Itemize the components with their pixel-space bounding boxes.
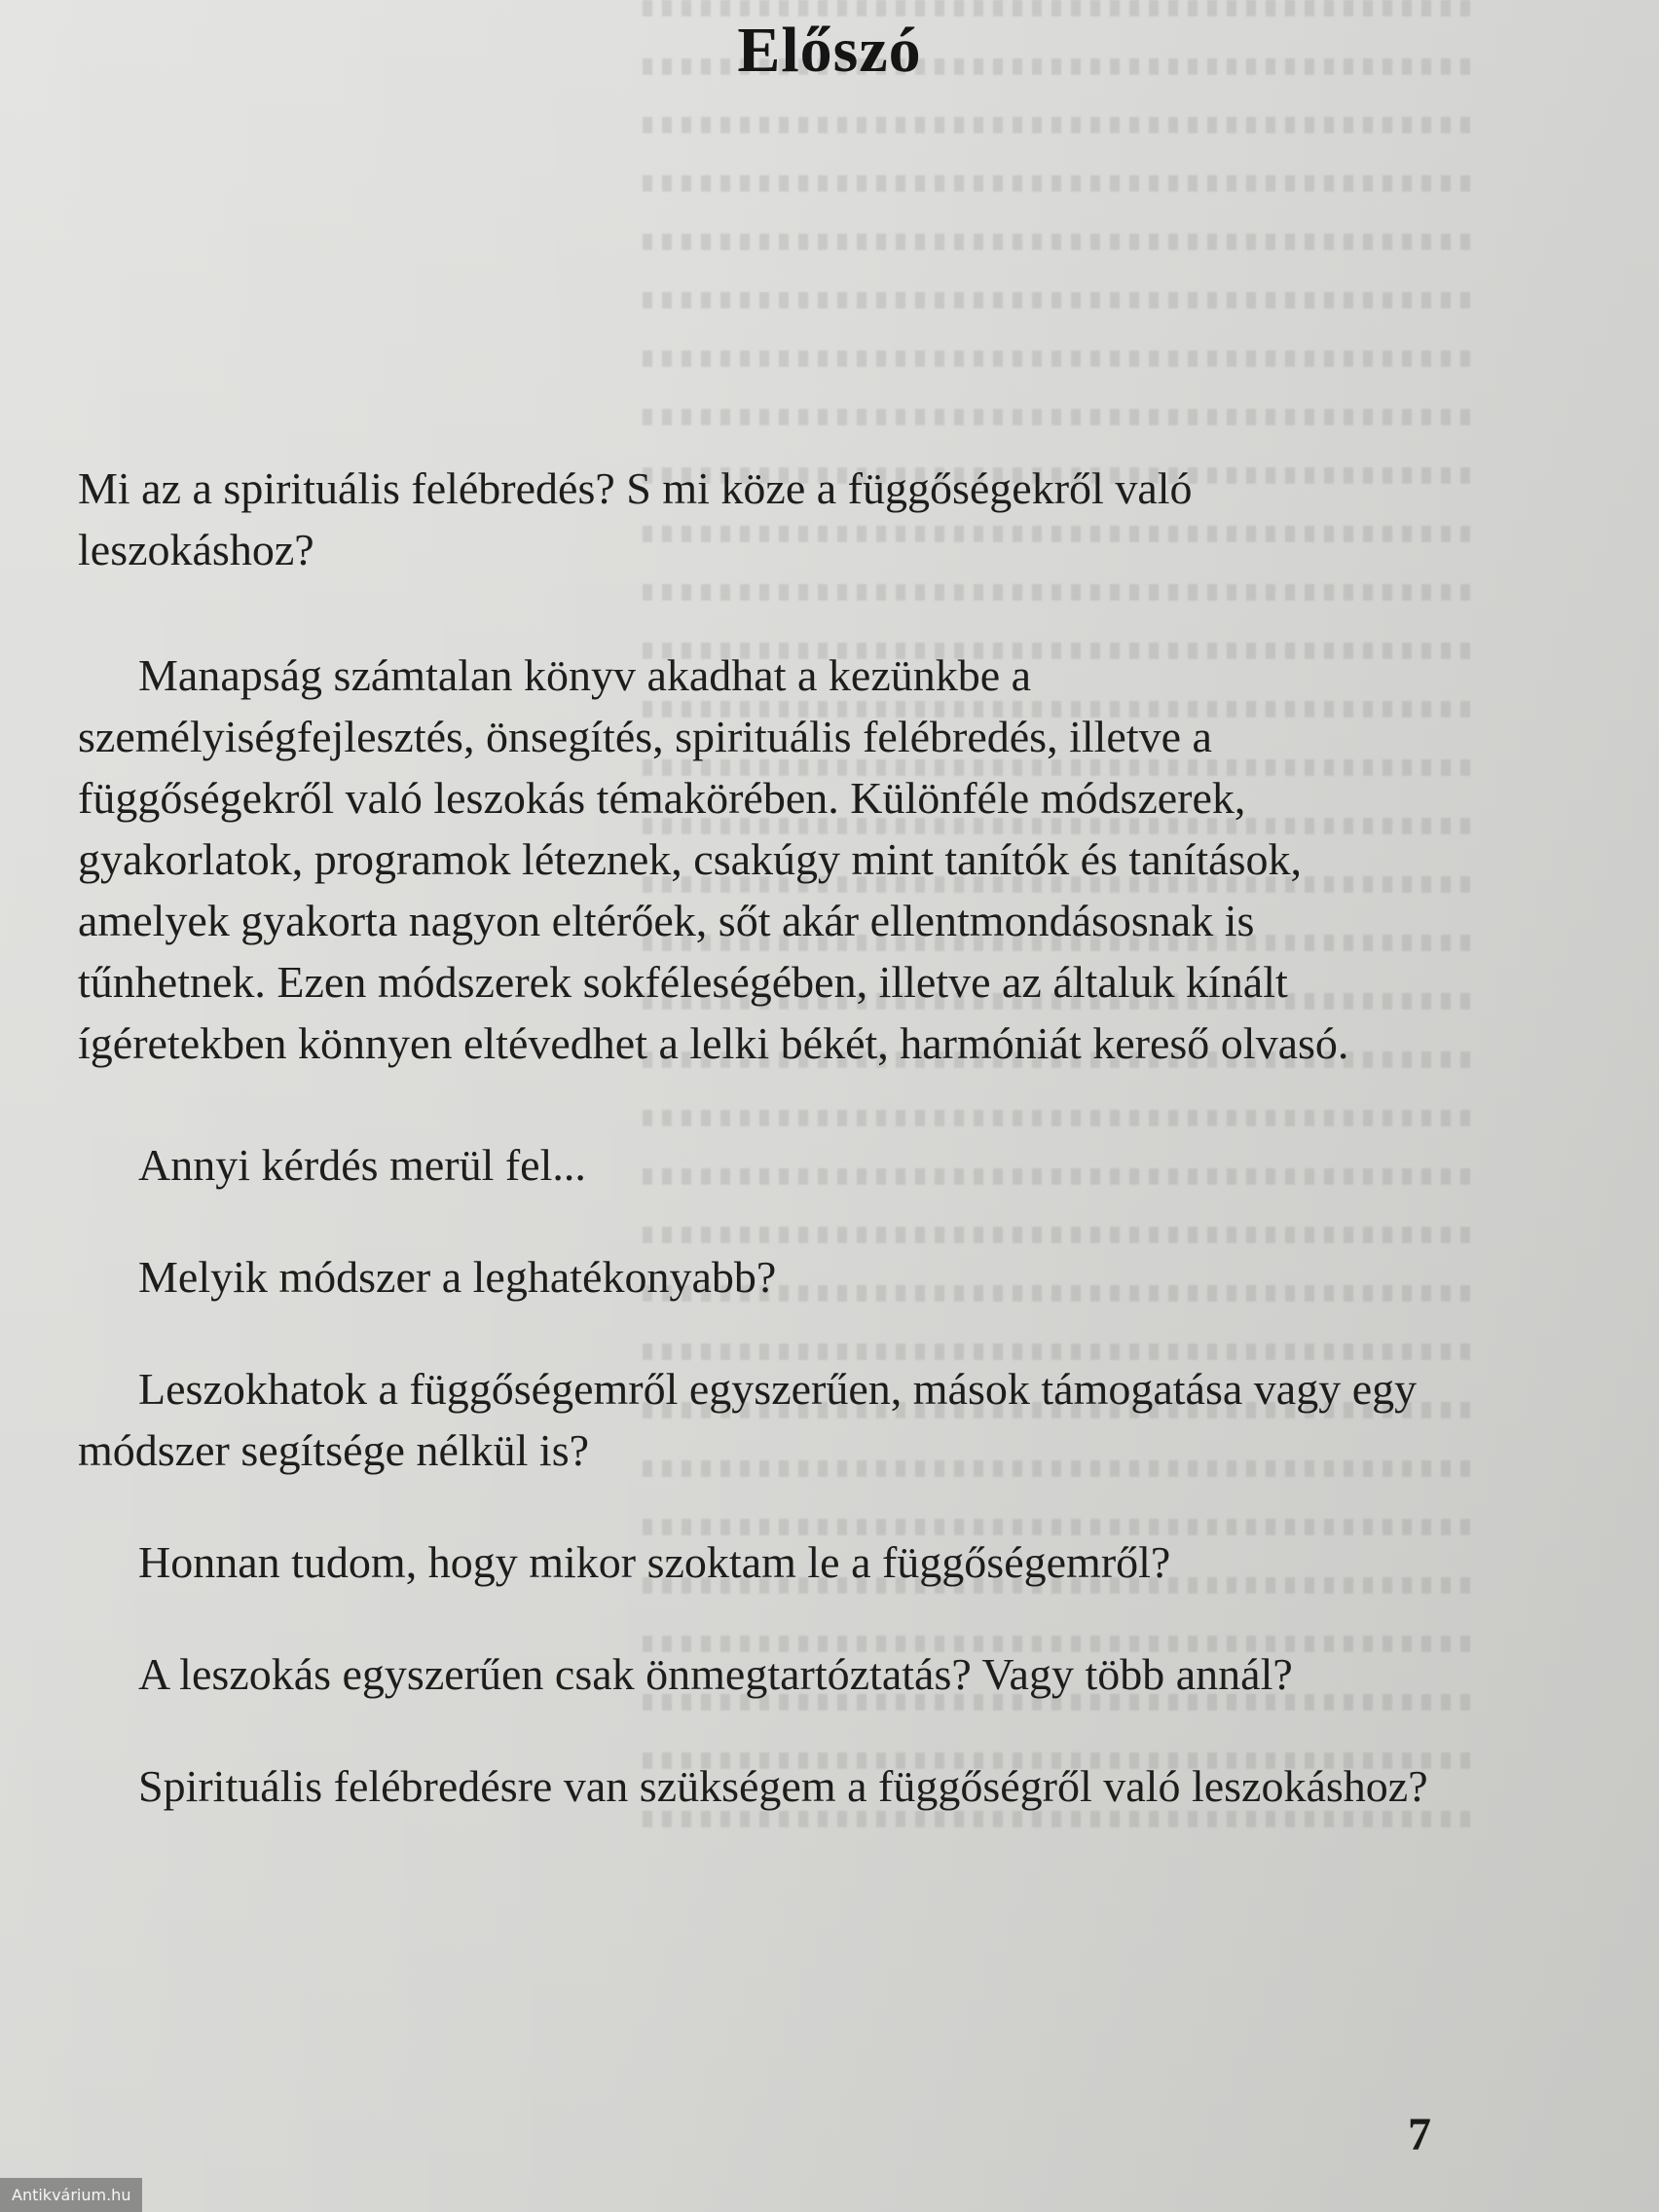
question-paragraph: Leszokhatok a függőségemről egyszerűen, mások támogatása vagy egy módszer segítsége nélkül is? [78,1364,1418,1475]
question-paragraph: Melyik módszer a leghatékonyabb? [138,1252,777,1302]
question-paragraph: A leszokás egyszerűen csak önmegtartóztatás? Vagy több annál? [138,1649,1293,1699]
intro-paragraph: Mi az a spirituális felébredés? S mi köze a függőségekről való leszokáshoz? [78,463,1193,574]
page-number: 7 [1408,2109,1431,2160]
watermark-label: Antikvárium.hu [0,2178,142,2212]
question-paragraph: Honnan tudom, hogy mikor szoktam le a függőségemről? [138,1537,1171,1587]
question-paragraph: Annyi kérdés merül fel... [138,1140,586,1190]
page-title: Előszó [737,15,922,86]
page-body [78,458,1431,1817]
body-paragraph: Manapság számtalan könyv akadhat a kezünkbe a személyiségfejlesztés, önsegítés, spirituális felébredés, illetve a függőségekről való leszokás témakörében. Különféle módszerek, gyakorlatok, programok léteznek, csakúgy mint tanítók és tanítások, amelyek gyakorta nagyon eltérőek, sőt akár ellentmondásosnak is tűnhetnek. Ezen módszerek sokféleségében, illetve az általuk kínált ígéretekben könnyen eltévedhet a lelki békét, harmóniát kereső olvasó. [78,650,1349,1068]
question-paragraph: Spirituális felébredésre van szükségem a függőségről való leszokáshoz? [138,1761,1428,1811]
